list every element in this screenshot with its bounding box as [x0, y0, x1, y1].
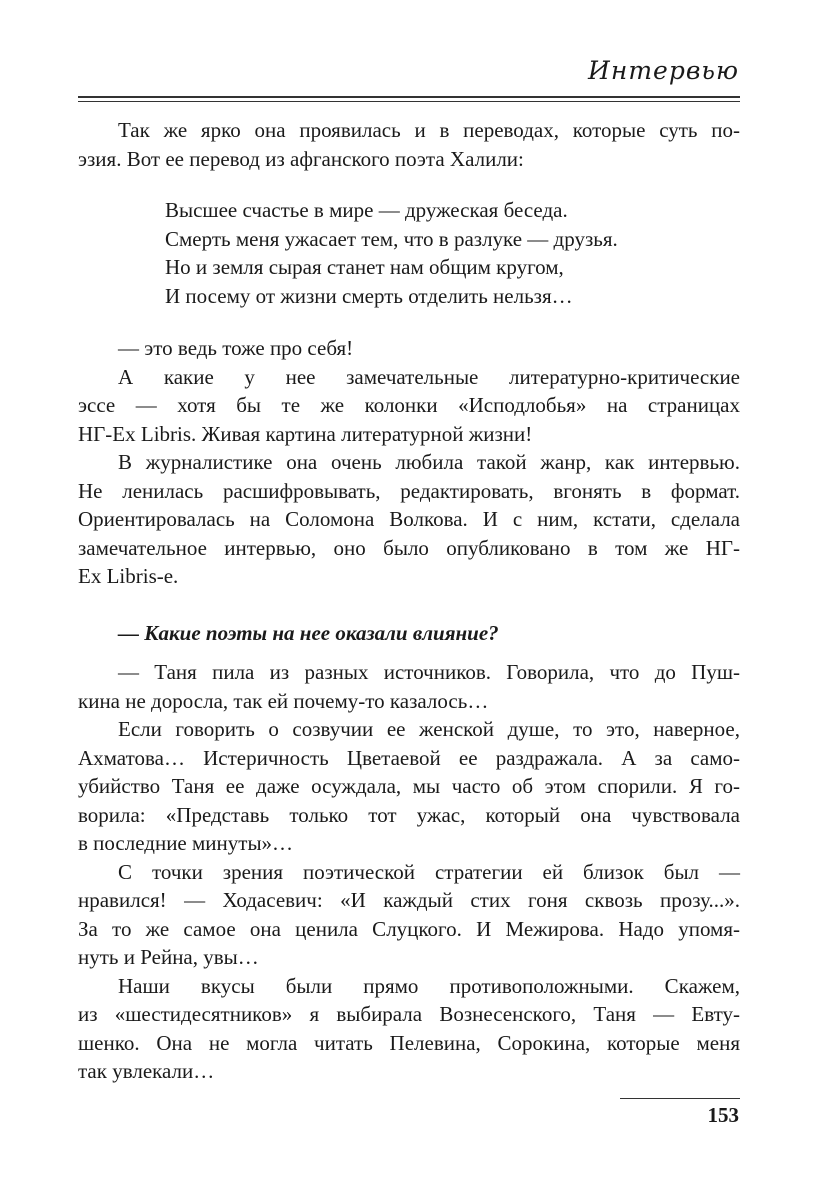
text-line: кина не доросла, так ей почему-то казалось…: [78, 688, 489, 713]
paragraph-group-influences: [78, 658, 740, 1086]
text-line: так увлекали…: [78, 1059, 215, 1083]
text-line: из «шестидесятников» я выбирала Вознесенского, Таня — Евту-: [78, 1002, 740, 1026]
text-line: — это ведь тоже про себя!: [118, 336, 354, 360]
text-line: А какие у нее замечательные литературно-критические: [118, 364, 740, 389]
text-line: С точки зрения поэтической стратегии ей близок был —: [118, 859, 740, 884]
text-line: Ориентировалась на Соломона Волкова. И с ним, кстати, сделала: [78, 507, 740, 531]
paragraph-translations: [78, 116, 740, 173]
text-line: замечательное интервью, оно было опубликовано в том же НГ-: [78, 535, 740, 560]
text-line: Ахматова… Истеричность Цветаевой ее раздражала. А за само-: [78, 745, 740, 770]
poem-line: Но и земля сырая станет нам общим кругом,: [165, 255, 564, 279]
text-line: За то же самое она ценила Слуцкого. И Межирова. Надо упомя-: [78, 916, 740, 941]
header-rule-thick: [78, 96, 740, 98]
text-line: убийство Таня ее даже осуждала, мы часто об этом спорили. Я го-: [78, 774, 740, 798]
footer-rule: [620, 1098, 740, 1099]
text-line: НГ-Ex Libris. Живая картина литературной жизни!: [78, 421, 533, 446]
text-line: — Таня пила из разных источников. Говорила, что до Пуш-: [118, 660, 740, 684]
text-line: Ex Libris-е.: [78, 564, 179, 588]
text-line: Наши вкусы были прямо противоположными. Скажем,: [118, 973, 740, 998]
text-line: эзия. Вот ее перевод из афганского поэта Халили:: [78, 146, 524, 171]
running-head-section-title: Интервью: [588, 56, 739, 85]
text-line: ворила: «Представь только тот ужас, который она чувствовала: [78, 802, 740, 827]
text-line: Не ленилась расшифровывать, редактировать, вгонять в формат.: [78, 478, 740, 503]
text-line: нуть и Рейна, увы…: [78, 945, 259, 969]
text-line: в последние минуты»…: [78, 831, 294, 855]
text-line: Так же ярко она проявилась и в переводах, которые суть по-: [118, 118, 740, 142]
text-line: Если говорить о созвучии ее женской душе, то это, наверное,: [118, 717, 740, 741]
text-line: нравился! — Ходасевич: «И каждый стих гоня сквозь прозу...».: [78, 888, 740, 912]
poem-line: Смерть меня ужасает тем, что в разлуке — друзья.: [165, 226, 618, 251]
interview-question: — Какие поэты на нее оказали влияние?: [118, 621, 499, 645]
text-line: шенко. Она не могла читать Пелевина, Сорокина, которые меня: [78, 1030, 740, 1055]
page-number: 153: [707, 1103, 739, 1127]
paragraph-group-essays: [78, 334, 740, 591]
poem-halili: [165, 196, 725, 310]
text-line: В журналистике она очень любила такой жанр, как интервью.: [118, 450, 740, 474]
header-rule-thin: [78, 101, 740, 102]
text-line: эссе — хотя бы те же колонки «Исподлобья» на страницах: [78, 393, 740, 417]
poem-line: И посему от жизни смерть отделить нельзя…: [165, 283, 573, 308]
poem-line: Высшее счастье в мире — дружеская беседа.: [165, 198, 568, 222]
